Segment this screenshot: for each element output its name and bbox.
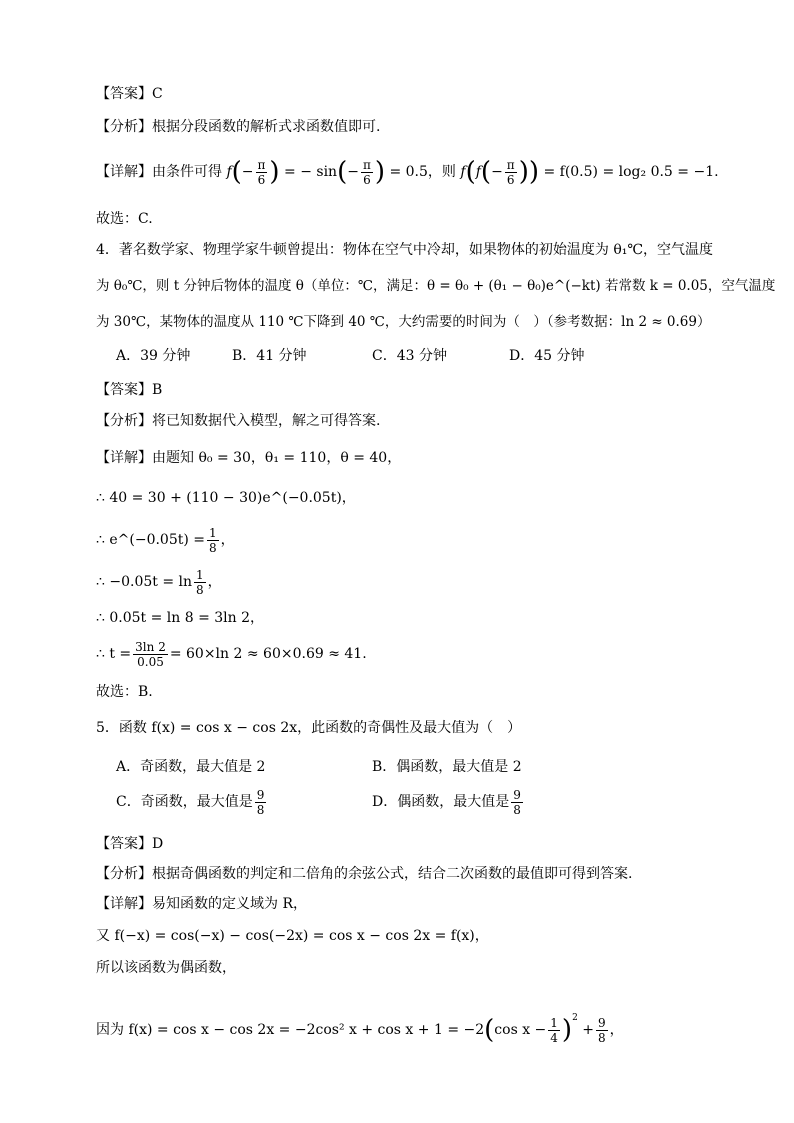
q4-conclusion: 故选：B. [96, 684, 153, 700]
q4-option-a: A．39 分钟 [116, 348, 191, 364]
analysis-text: 将已知数据代入模型，解之可得答案. [152, 413, 381, 429]
minus-sign: − [491, 164, 503, 180]
detail-label: 【详解】 [96, 896, 152, 912]
paren-open: ( [480, 157, 492, 187]
denominator: 8 [256, 802, 265, 817]
step5-prefix: ∴ t = [96, 646, 132, 662]
func-f: f [460, 164, 466, 180]
option-d-text: D．偶函数，最大值是 [372, 794, 510, 810]
minus-sign: − [347, 164, 359, 180]
paren-close: ) [561, 1015, 573, 1045]
q4-option-c: C．43 分钟 [372, 348, 447, 364]
fraction-pi-6 [505, 158, 517, 187]
denominator: 4 [550, 1030, 558, 1045]
denominator: 6 [363, 172, 371, 187]
minus-sign: − [241, 164, 254, 180]
answer-label: 【答案】 [96, 836, 152, 852]
q5-option-a: A．奇函数，最大值是 2 [116, 759, 266, 775]
answer-label: 【答案】 [96, 86, 152, 102]
paren-close: ) [374, 157, 386, 187]
step3-suffix: ， [207, 574, 222, 590]
q5-option-b: B．偶函数，最大值是 2 [372, 759, 522, 775]
analysis-text: 根据分段函数的解析式求函数值即可. [152, 119, 381, 135]
q5-option-d [372, 786, 525, 818]
denominator: 0.05 [137, 654, 164, 669]
q5-answer [96, 834, 734, 854]
detail-prefix: 由条件可得 [152, 164, 222, 180]
func-f: f [226, 164, 232, 180]
analysis-label: 【分析】 [96, 413, 152, 429]
analysis-label: 【分析】 [96, 119, 152, 135]
paren-close: ) [518, 157, 529, 187]
q4-step4: ∴ 0.05t = ln 8 = 3ln 2， [96, 610, 265, 626]
answer-value: B [152, 382, 163, 398]
q4-detail [96, 448, 734, 468]
paren-close: ) [528, 157, 539, 187]
fraction-1-4 [548, 1016, 560, 1045]
q5-option-c [116, 786, 268, 818]
fraction-9-8 [255, 788, 267, 817]
q4-option-b: B．41 分钟 [232, 348, 307, 364]
numerator: 9 [598, 1015, 606, 1030]
numerator: π [362, 157, 371, 172]
plus-sign: + [582, 1022, 594, 1038]
step3-prefix: 因为 f(x) = cos x − cos 2x = −2cos² x + cos x + 1 = −2 [96, 1022, 485, 1038]
fraction [194, 568, 206, 597]
q4-step2 [96, 524, 734, 556]
q3-conclusion: 故选：C. [96, 211, 153, 227]
q4-stem-line2: 为 θ₀℃，则 t 分钟后物体的温度 θ（单位：℃，满足：θ = θ₀ + (θ₁ − θ₀)e^(−kt) 若常数 k = 0.05，空气温度 [96, 278, 776, 294]
step3-prefix: ∴ −0.05t = ln [96, 574, 193, 590]
step3-inner: cos x − [494, 1022, 547, 1038]
step5-suffix: = 60×ln 2 ≈ 60×0.69 ≈ 41. [169, 646, 367, 662]
numerator: 9 [513, 787, 521, 802]
expr1: = − sin [284, 164, 338, 180]
detail-text: 易知函数的定义域为 R， [152, 896, 307, 912]
answer-label: 【答案】 [96, 382, 152, 398]
step2-suffix: ， [220, 532, 235, 548]
q4-step5 [96, 638, 734, 670]
expr1-end: = 0.5，则 [389, 164, 456, 180]
numerator: 1 [550, 1015, 558, 1030]
denominator: 6 [257, 172, 266, 187]
q5-analysis [96, 864, 734, 884]
analysis-text: 根据奇偶函数的判定和二倍角的余弦公式，结合二次函数的最值即可得到答案. [152, 866, 633, 882]
numerator: π [257, 157, 266, 172]
q3-answer [96, 84, 734, 104]
detail-text: 由题知 θ₀ = 30，θ₁ = 110，θ = 40， [152, 450, 402, 466]
detail-label: 【详解】 [96, 450, 152, 466]
fraction [133, 640, 168, 669]
q5-stem: 5．函数 f(x) = cos x − cos 2x，此函数的奇偶性及最大值为（ ） [96, 720, 522, 736]
fraction-9-8 [596, 1016, 608, 1045]
q5-step1: 又 f(−x) = cos(−x) − cos(−2x) = cos x − cos 2x = f(x)， [96, 928, 489, 944]
paren-open: ( [484, 1015, 495, 1045]
fraction-9-8 [511, 788, 523, 817]
numerator: 1 [196, 567, 204, 582]
step2-prefix: ∴ e^(−0.05t) = [96, 532, 206, 548]
paren-open: ( [465, 157, 476, 187]
fraction-pi-6 [361, 158, 373, 187]
q4-stem-line3: 为 30℃，某物体的温度从 110 ℃下降到 40 ℃，大约需要的时间为（ ）（参考数据：ln 2 ≈ 0.69） [96, 314, 711, 330]
denominator: 8 [513, 802, 521, 817]
denominator: 8 [196, 582, 204, 597]
paren-close: ) [269, 157, 280, 187]
numerator: π [506, 157, 515, 172]
q4-step3 [96, 566, 734, 598]
q4-answer [96, 380, 734, 400]
answer-value: C [152, 86, 163, 102]
exponent: 2 [572, 1013, 578, 1023]
numerator: 1 [209, 525, 217, 540]
q4-stem-line1: 4．著名数学家、物理学家牛顿曾提出：物体在空气中冷却，如果物体的初始温度为 θ₁℃，空气温度 [96, 242, 714, 258]
step3-suffix: ， [609, 1022, 624, 1038]
numerator: 9 [256, 787, 265, 802]
denominator: 8 [209, 540, 217, 555]
fraction-pi-6 [256, 158, 268, 187]
paren-open: ( [337, 157, 348, 187]
q5-detail [96, 894, 734, 914]
numerator: 3ln 2 [135, 639, 166, 654]
expr2-end: = f(0.5) = log₂ 0.5 = −1. [543, 164, 719, 180]
analysis-label: 【分析】 [96, 866, 152, 882]
fraction [207, 526, 219, 555]
func-f: f [475, 164, 481, 180]
option-c-text: C．奇函数，最大值是 [116, 794, 253, 810]
q3-analysis [96, 117, 734, 137]
q4-step1: ∴ 40 = 30 + (110 − 30)e^(−0.05t)， [96, 490, 356, 506]
denominator: 8 [598, 1030, 606, 1045]
q4-analysis [96, 411, 734, 431]
detail-label: 【详解】 [96, 164, 152, 180]
denominator: 6 [506, 172, 515, 187]
answer-value: D [152, 836, 164, 852]
q3-detail [96, 156, 734, 188]
q4-option-d: D．45 分钟 [509, 348, 585, 364]
q5-step3 [96, 1000, 734, 1048]
paren-open: ( [231, 157, 242, 187]
q5-step2: 所以该函数为偶函数， [96, 960, 236, 976]
